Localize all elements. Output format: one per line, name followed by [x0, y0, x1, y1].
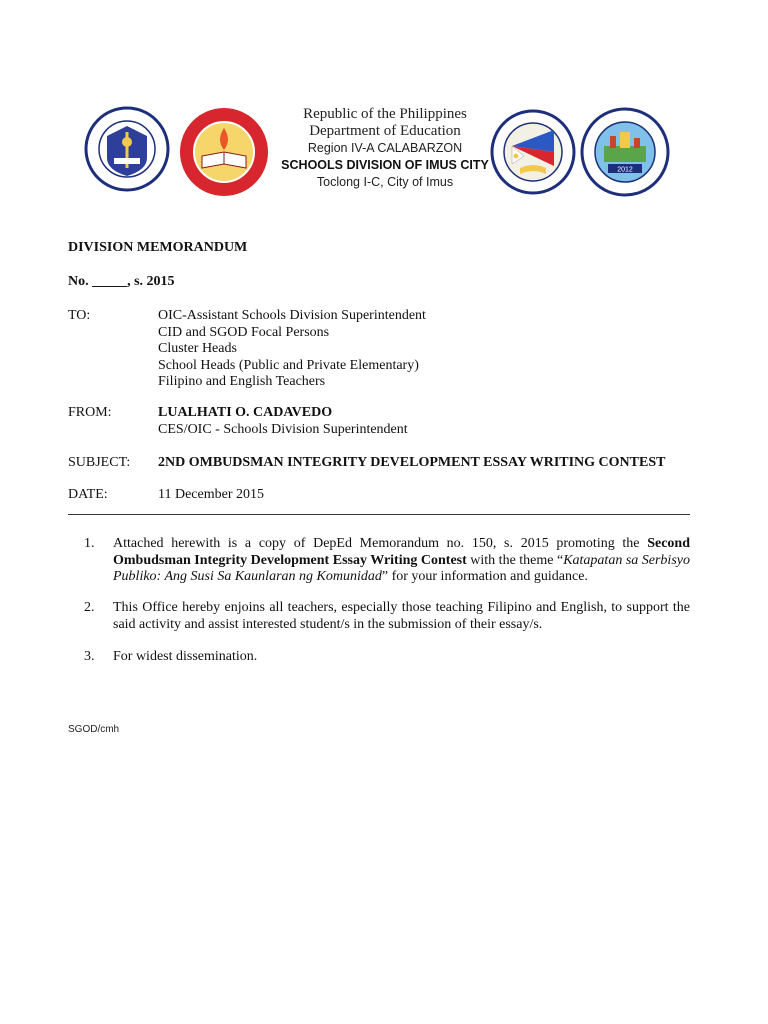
to-recipients — [158, 308, 690, 391]
recipient-line: OIC-Assistant Schools Division Superintendent — [158, 308, 426, 323]
subject-value: 2ND OMBUDSMAN INTEGRITY DEVELOPMENT ESSAY WRITING CONTEST — [158, 455, 666, 470]
letterhead-department: Department of Education — [309, 123, 461, 139]
region-seal-logo — [176, 106, 272, 198]
city-seal-year: 2012 — [617, 166, 633, 174]
letterhead-text — [280, 106, 490, 191]
date-label: DATE: — [68, 487, 108, 502]
to-label: TO: — [68, 308, 91, 323]
item-text — [113, 536, 690, 586]
letterhead-division: SCHOOLS DIVISION OF IMUS CITY — [281, 158, 489, 172]
deped-seal-logo — [84, 106, 170, 192]
recipient-line: Cluster Heads — [158, 341, 237, 356]
item-number: 1. — [84, 536, 95, 551]
recipient-line: CID and SGOD Focal Persons — [158, 324, 330, 340]
memo-number: No. _____, s. 2015 — [68, 274, 175, 289]
from-label: FROM: — [68, 405, 112, 420]
from-name: LUALHATI O. CADAVEDO — [158, 405, 333, 420]
item-text: This Office hereby enjoins all teachers, especially those teaching Filipino and English, to support the said activity and assist interested student/s in the submission of their essay/s. — [113, 600, 690, 632]
divider-line — [68, 514, 690, 515]
letterhead-address: Toclong I-C, City of Imus — [316, 175, 454, 189]
from-title: CES/OIC - Schools Division Superintendent — [158, 421, 408, 437]
from-value — [158, 405, 690, 438]
item-text-part: with the theme “ — [466, 552, 564, 568]
reference-initials: SGOD/cmh — [68, 724, 120, 735]
letterhead-header — [0, 100, 768, 210]
letterhead-republic: Republic of the Philippines — [303, 106, 467, 122]
division-seal-logo — [490, 106, 576, 198]
item-number: 2. — [84, 600, 95, 615]
letterhead-region: Region IV-A CALABARZON — [307, 141, 463, 155]
item-text-part: ” for your information and guidance. — [381, 569, 588, 584]
contest-name: Second Ombudsman Integrity Development Essay Writing Contest — [113, 536, 690, 568]
recipient-line: Filipino and English Teachers — [158, 374, 326, 389]
recipient-line: School Heads (Public and Private Elementary) — [158, 357, 419, 373]
item-text-part: Attached herewith is a copy of DepEd Memorandum no. 150, s. 2015 promoting the — [113, 536, 648, 551]
item-number: 3. — [84, 649, 95, 664]
item-text: For widest dissemination. — [113, 649, 258, 664]
city-seal-logo — [580, 106, 670, 198]
subject-label: SUBJECT: — [68, 455, 131, 470]
date-value: 11 December 2015 — [158, 487, 264, 502]
contest-theme: Katapatan sa Serbisyo Publiko: Ang Susi Sa Kaunlaran ng Komunidad — [113, 552, 690, 584]
memo-title: DIVISION MEMORANDUM — [68, 240, 248, 255]
